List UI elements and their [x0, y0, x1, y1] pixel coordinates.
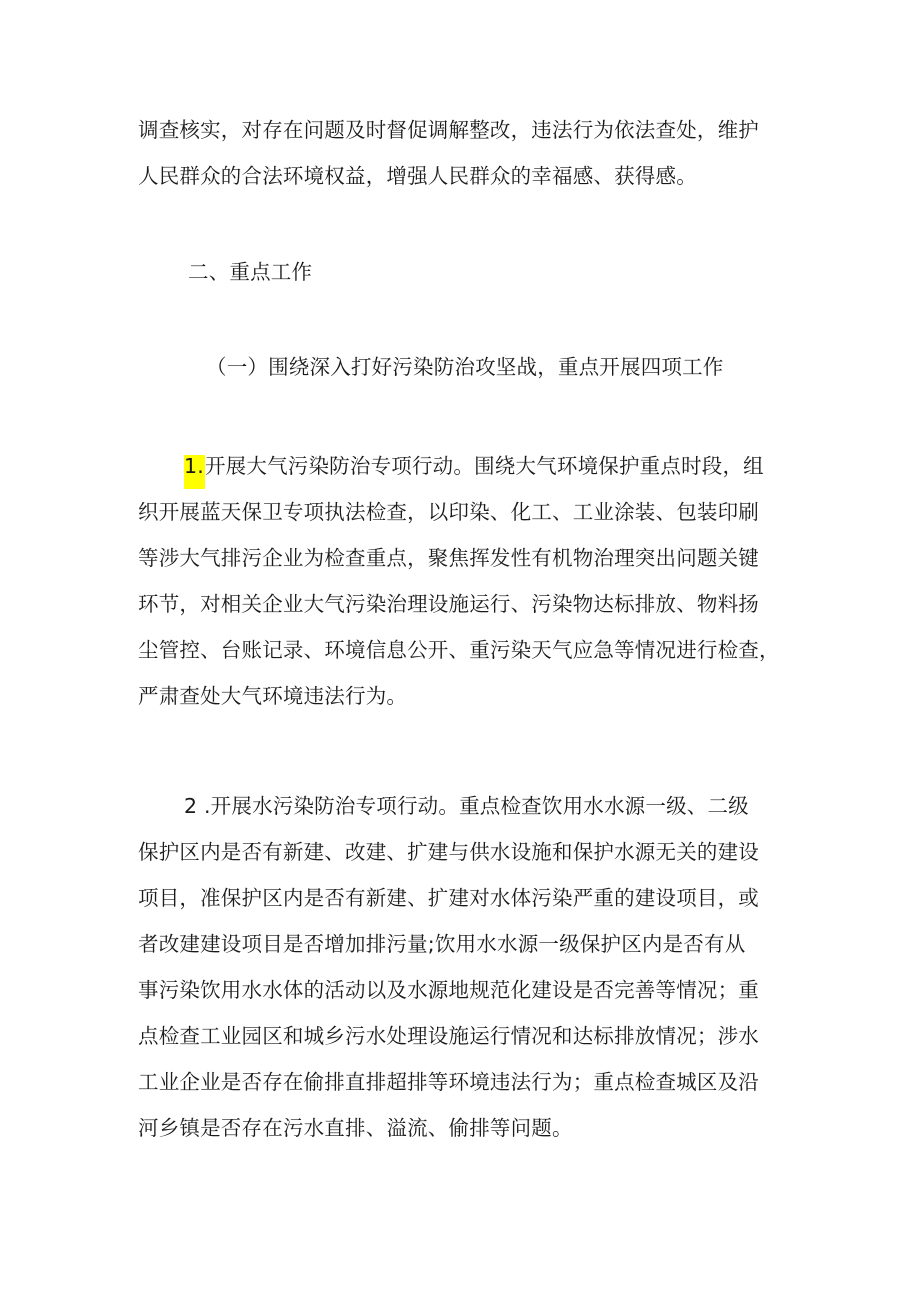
paragraph-line: 工业企业是否存在偷排直排超排等环境违法行为；重点检查城区及沿: [138, 1070, 759, 1094]
paragraph-line: 项目，准保护区内是否有新建、扩建对水体污染严重的建设项目，或: [138, 886, 759, 910]
paragraph-line: 保护区内是否有新建、改建、扩建与供水设施和保护水源无关的建设: [138, 840, 759, 864]
paragraph-line: 2 .开展水污染防治专项行动。重点检查饮用水水源一级、二级: [184, 794, 749, 818]
paragraph-line: 点检查工业园区和城乡污水处理设施运行情况和达标排放情况；涉水: [138, 1024, 759, 1048]
paragraph-line: 等涉大气排污企业为检查重点，聚焦挥发性有机物治理突出问题关键: [138, 546, 759, 570]
subsection-heading: [138, 356, 786, 378]
section-heading-text: 二、重点工作: [188, 260, 313, 284]
paragraph-line: 环节，对相关企业大气污染治理设施运行、污染物达标排放、物料扬: [138, 592, 759, 616]
paragraph-line: [138, 455, 786, 477]
section-heading: [138, 261, 786, 283]
paragraph-line: 者改建建设项目是否增加排污量;饮用水水源一级保护区内是否有从: [138, 932, 746, 956]
paragraph-line: 人民群众的合法环境权益，增强人民群众的幸福感、获得感。: [138, 164, 697, 188]
intro-paragraph: [138, 119, 786, 187]
item-1-first-line: 开展大气污染防治专项行动。围绕大气环境保护重点时段，组: [204, 454, 764, 478]
subsection-heading-text: （一）围绕深入打好污染防治攻坚战，重点开展四项工作: [206, 355, 724, 379]
paragraph-line: 织开展蓝天保卫专项执法检查，以印染、化工、工业涂装、包装印刷: [138, 500, 759, 524]
paragraph-line: 严肃查处大气环境违法行为。: [138, 684, 408, 708]
item-number-highlight: 1.: [184, 455, 205, 489]
paragraph-line: 河乡镇是否存在污水直排、溢流、偷排等问题。: [138, 1116, 573, 1140]
item-1-paragraph: [138, 455, 786, 707]
paragraph-line: 尘管控、台账记录、环境信息公开、重污染天气应急等情况进行检查，: [138, 638, 780, 662]
paragraph-line: 事污染饮用水水体的活动以及水源地规范化建设是否完善等情况；重: [138, 978, 759, 1002]
item-2-paragraph: [138, 795, 786, 1139]
paragraph-line: 调查核实，对存在问题及时督促调解整改，违法行为依法查处，维护: [138, 118, 759, 142]
